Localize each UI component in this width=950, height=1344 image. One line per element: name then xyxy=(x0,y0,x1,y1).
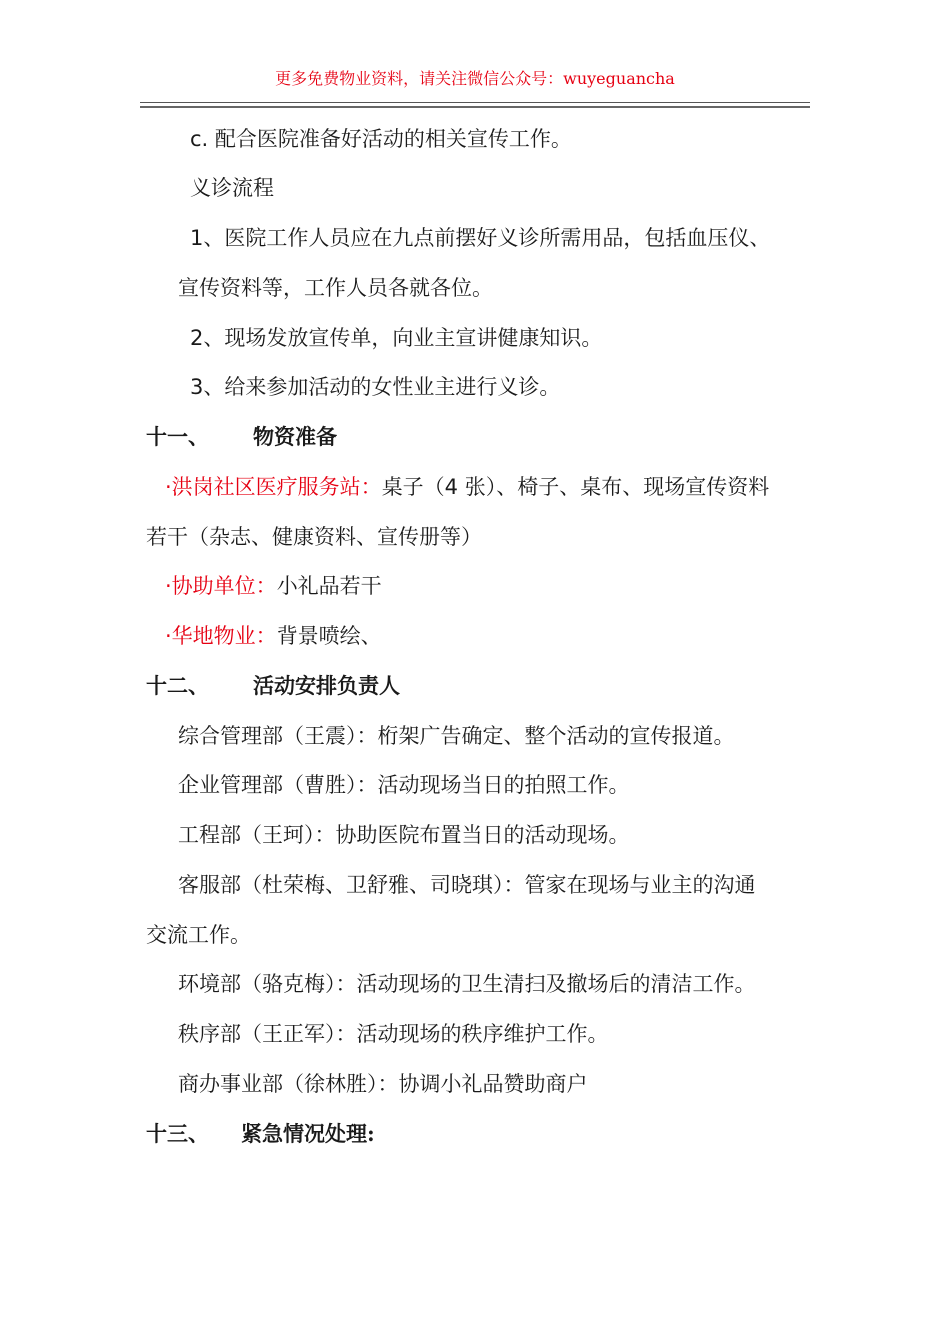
section-11-heading xyxy=(146,422,337,452)
supply-item-1-cont: 若干（杂志、健康资料、宣传册等） xyxy=(146,525,482,549)
section-11-title: 物资准备 xyxy=(253,424,337,449)
supply-1-label: ·洪岗社区医疗服务站： xyxy=(165,475,382,499)
supply-2-label: ·协助单位： xyxy=(165,574,277,598)
responsible-6: 秩序部（王正军）：活动现场的秩序维护工作。 xyxy=(178,1022,609,1046)
supply-1-text: 桌子（4 张）、椅子、桌布、现场宣传资料 xyxy=(381,475,770,499)
supply-2-text: 小礼品若干 xyxy=(276,574,382,598)
header-rule-bottom xyxy=(140,106,810,108)
item-c: c. 配合医院准备好活动的相关宣传工作。 xyxy=(190,127,572,151)
section-11-number: 十一、 xyxy=(146,424,209,449)
section-12-title: 活动安排负责人 xyxy=(253,673,400,698)
supply-item-1 xyxy=(165,472,769,502)
responsible-7: 商办事业部（徐林胜）：协调小礼品赞助商户 xyxy=(178,1072,588,1096)
supply-3-label: ·华地物业： xyxy=(165,624,277,648)
section-12-heading xyxy=(146,671,400,701)
header-notice: 更多免费物业资料，请关注微信公众号：wuyeguancha xyxy=(275,69,675,88)
section-13-number: 十三、 xyxy=(146,1121,209,1146)
responsible-4: 客服部（杜荣梅、卫舒雅、司晓琪）：管家在现场与业主的沟通 xyxy=(178,873,756,897)
clinic-step-2: 2、现场发放宣传单，向业主宣讲健康知识。 xyxy=(190,326,603,350)
section-13-heading xyxy=(146,1119,375,1149)
responsible-1: 综合管理部（王震）：桁架广告确定、整个活动的宣传报道。 xyxy=(178,724,735,748)
header-rule-top xyxy=(140,102,810,103)
supply-3-text: 背景喷绘、 xyxy=(276,624,382,648)
responsible-2: 企业管理部（曹胜）：活动现场当日的拍照工作。 xyxy=(178,773,630,797)
clinic-process-title: 义诊流程 xyxy=(190,176,274,200)
clinic-step-3: 3、给来参加活动的女性业主进行义诊。 xyxy=(190,375,561,399)
supply-item-2 xyxy=(165,571,382,601)
responsible-3: 工程部（王珂）：协助医院布置当日的活动现场。 xyxy=(178,823,630,847)
clinic-step-1-cont: 宣传资料等，工作人员各就各位。 xyxy=(178,276,493,300)
clinic-step-1: 1、医院工作人员应在九点前摆好义诊所需用品，包括血压仪、 xyxy=(190,226,771,250)
responsible-5: 环境部（骆克梅）：活动现场的卫生清扫及撤场后的清洁工作。 xyxy=(178,972,756,996)
responsible-4-cont: 交流工作。 xyxy=(146,923,251,947)
supply-item-3 xyxy=(165,621,382,651)
section-13-title: 紧急情况处理: xyxy=(241,1121,375,1146)
section-12-number: 十二、 xyxy=(146,673,209,698)
